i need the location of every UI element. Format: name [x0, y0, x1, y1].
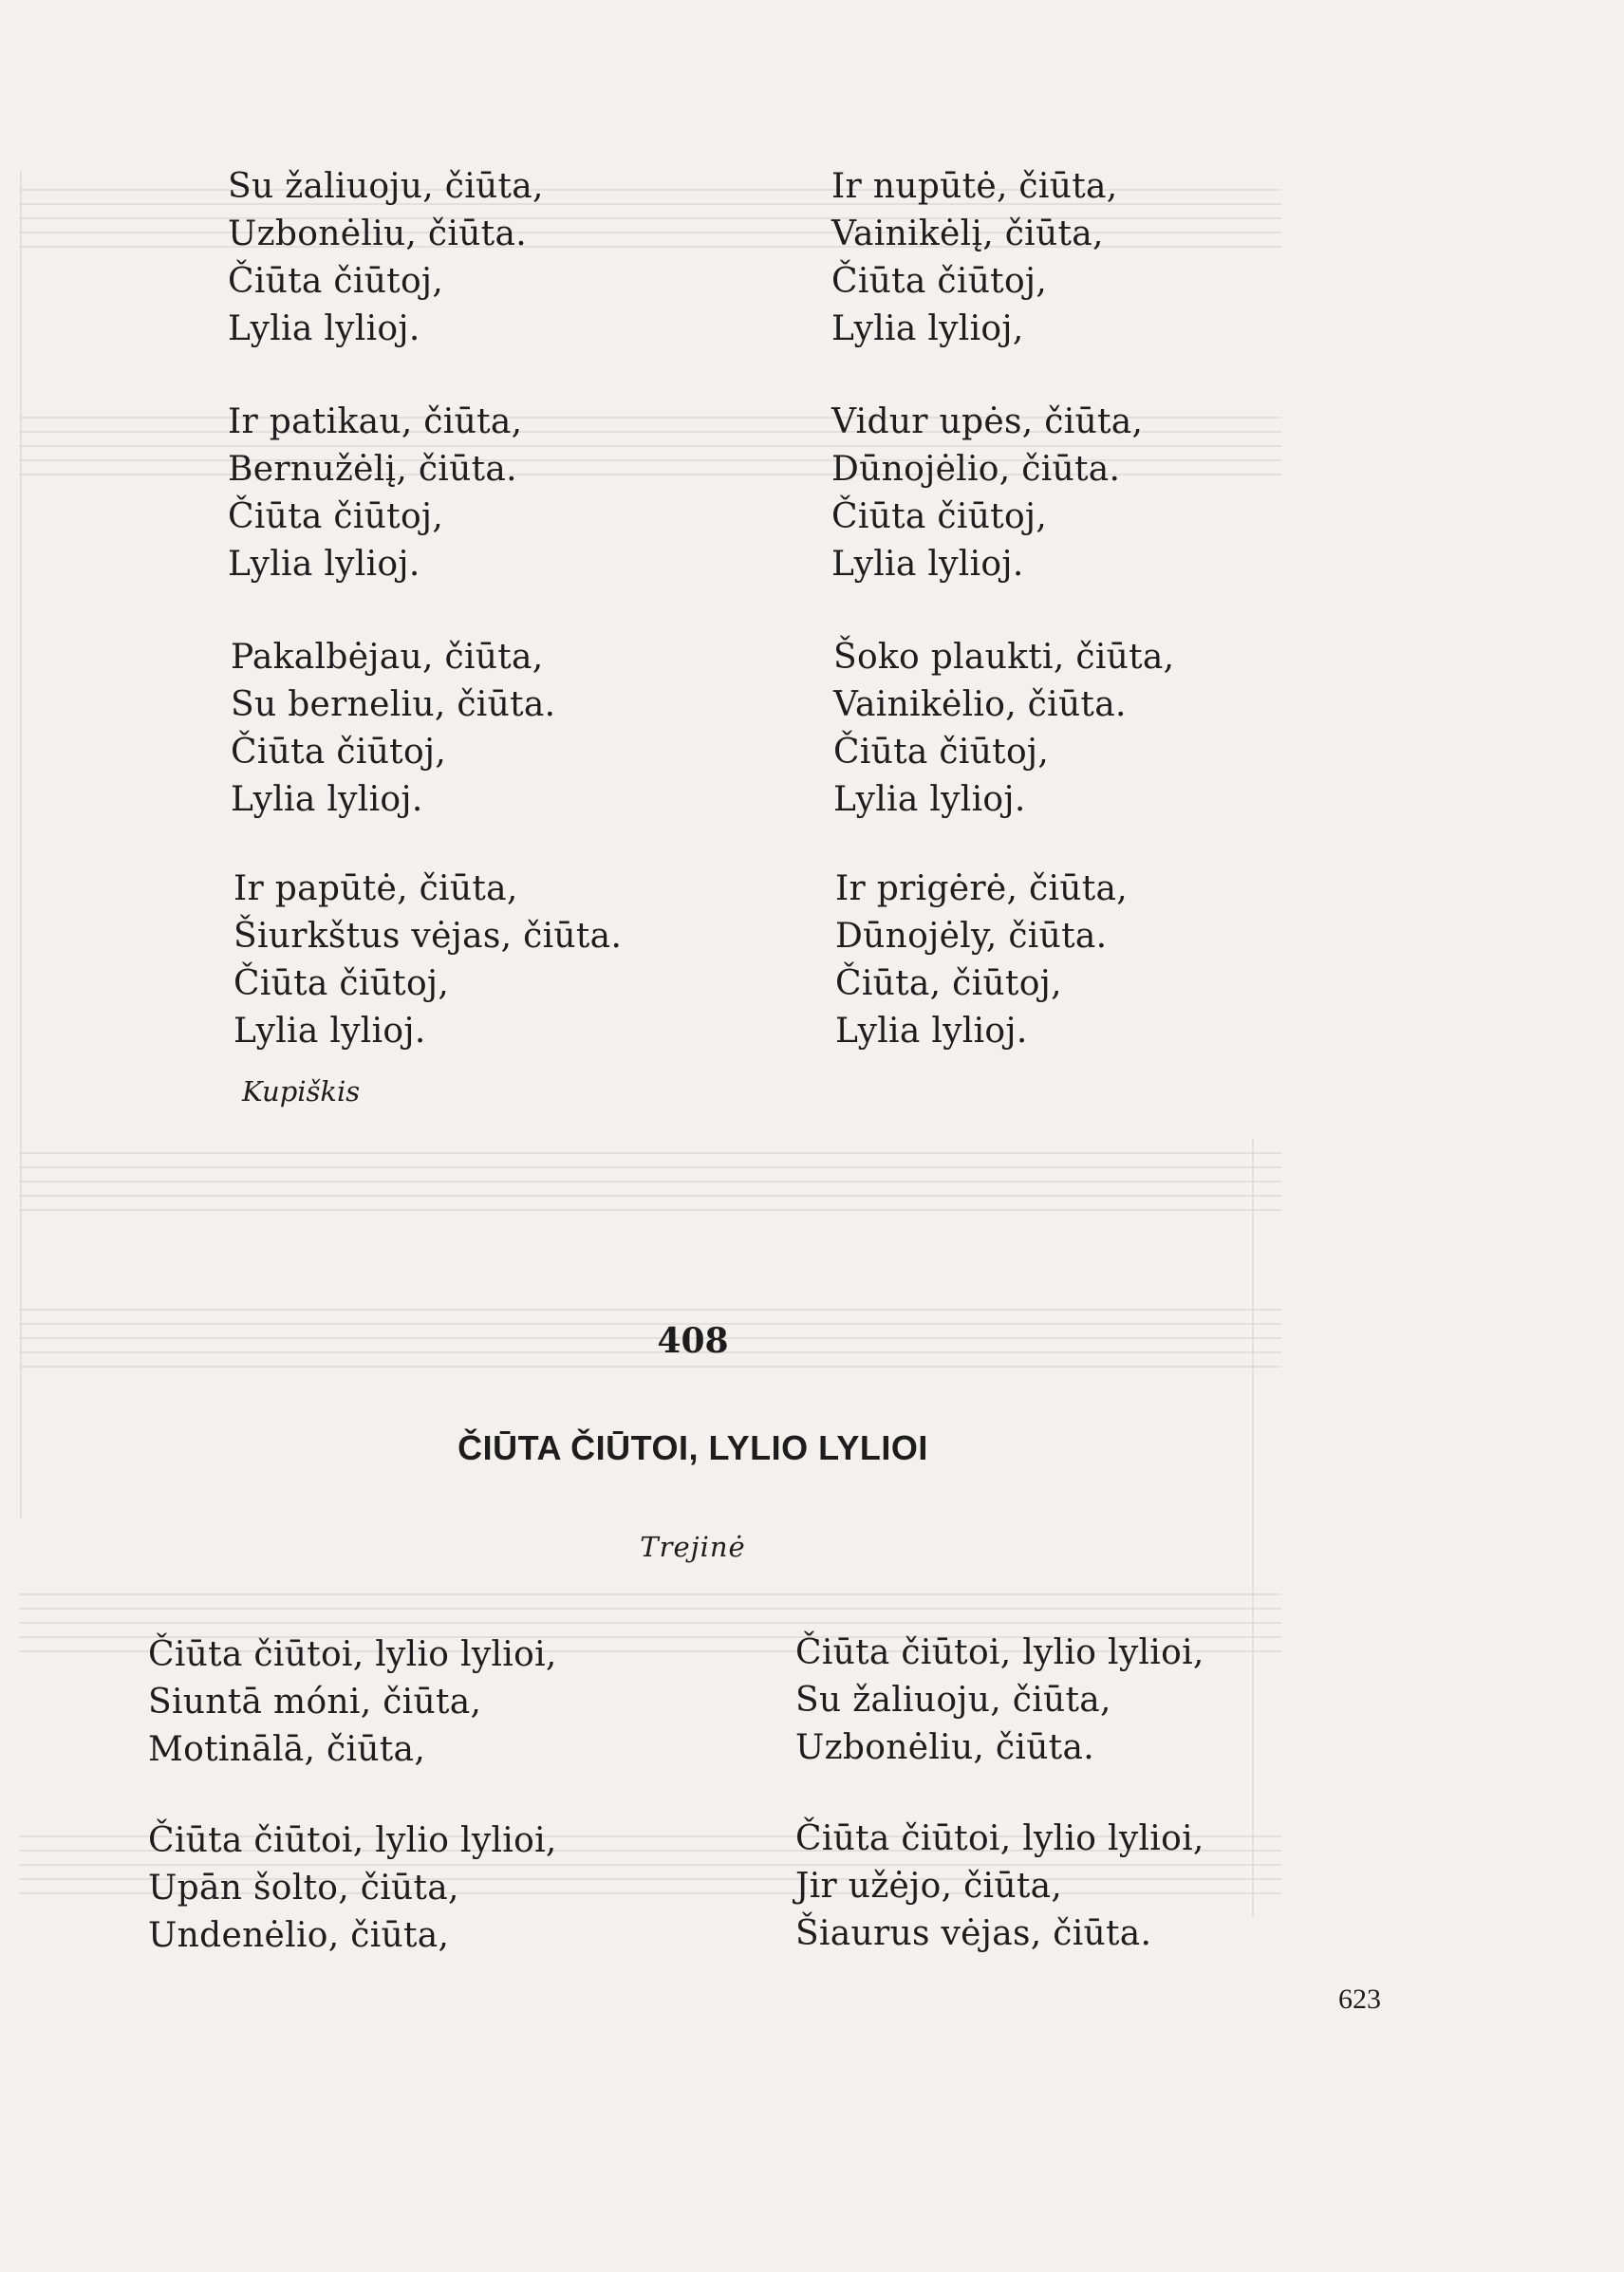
verse-line: Lylia lylioj. — [833, 780, 1026, 819]
verse-line: Jir užėjo, čiūta, — [795, 1867, 1063, 1906]
verse-line: Su berneliu, čiūta. — [231, 685, 556, 724]
verse-line: Čiūta čiūtoj, — [831, 262, 1048, 301]
song-number: 408 — [657, 1321, 729, 1361]
verse-line: Šiurkštus vėjas, čiūta. — [233, 917, 623, 956]
verse-line: Lylia lylioj. — [831, 545, 1024, 584]
verse-line: Dūnojėly, čiūta. — [835, 917, 1108, 956]
verse-line: Čiūta čiūtoj, — [833, 733, 1050, 772]
verse-line: Vainikėlio, čiūta. — [833, 685, 1127, 724]
verse-line: Siuntā móni, čiūta, — [148, 1683, 482, 1722]
verse-line: Ir patikau, čiūta, — [228, 402, 523, 441]
stanza — [148, 1631, 557, 1774]
verse-line: Vidur upės, čiūta, — [831, 402, 1144, 441]
verse-line: Ir nupūtė, čiūta, — [831, 167, 1118, 206]
place-name: Kupiškis — [242, 1075, 361, 1108]
verse-line: Čiūta čiūtoj, — [228, 497, 444, 536]
verse-line: Su žaliuoju, čiūta, — [795, 1681, 1111, 1720]
verse-line: Lylia lylioj. — [835, 1012, 1028, 1051]
verse-line: Su žaliuoju, čiūta, — [228, 167, 544, 206]
verse-line: Čiūta čiūtoi, lylio lylioi, — [795, 1633, 1204, 1672]
verse-line: Čiūta čiūtoi, lylio lylioi, — [795, 1819, 1204, 1858]
stanza — [148, 1817, 557, 1960]
stanza — [835, 866, 1128, 1055]
stanza — [831, 399, 1143, 588]
verse-line: Undenėlio, čiūta, — [148, 1916, 450, 1955]
verse-line: Motinālā, čiūta, — [148, 1730, 426, 1769]
song-title: ČIŪTA ČIŪTOI, LYLIO LYLIOI — [457, 1428, 928, 1467]
verse-line: Lylia lylioj, — [831, 309, 1024, 348]
verse-line: Čiūta čiūtoi, lylio lylioi, — [148, 1635, 557, 1674]
verse-line: Čiūta čiūtoi, lylio lylioi, — [148, 1821, 557, 1860]
verse-line: Čiūta čiūtoj, — [228, 262, 444, 301]
verse-line: Dūnojėlio, čiūta. — [831, 450, 1121, 489]
page-number: 623 — [1338, 1983, 1381, 2015]
verse-line: Šiaurus vėjas, čiūta. — [795, 1914, 1152, 1953]
bleed-staff-3 — [19, 1153, 1281, 1210]
stanza — [831, 163, 1117, 353]
verse-line: Uzbonėliu, čiūta. — [795, 1728, 1094, 1767]
verse-line: Ir prigėrė, čiūta, — [835, 869, 1129, 908]
verse-line: Lylia lylioj. — [228, 309, 420, 348]
verse-line: Lylia lylioj. — [228, 545, 420, 584]
verse-line: Čiūta, čiūtoj, — [835, 964, 1062, 1003]
verse-line: Čiūta čiūtoj, — [233, 964, 450, 1003]
stanza — [231, 634, 555, 824]
stanza — [233, 866, 622, 1055]
verse-line: Upān šolto, čiūta, — [148, 1869, 459, 1908]
verse-line: Ir papūtė, čiūta, — [233, 869, 518, 908]
stanza — [228, 163, 544, 353]
verse-line: Šoko plaukti, čiūta, — [833, 638, 1175, 677]
verse-line: Lylia lylioj. — [231, 780, 423, 819]
verse-line: Pakalbėjau, čiūta, — [231, 638, 544, 677]
verse-line: Čiūta čiūtoj, — [231, 733, 447, 772]
song-subtitle: Trejinė — [640, 1531, 746, 1563]
verse-line: Uzbonėliu, čiūta. — [228, 214, 527, 253]
stanza — [228, 399, 522, 588]
stanza — [795, 1816, 1204, 1958]
stanza — [833, 634, 1174, 824]
verse-line: Lylia lylioj. — [233, 1012, 426, 1051]
stanza — [795, 1630, 1204, 1772]
verse-line: Čiūta čiūtoj, — [831, 497, 1048, 536]
verse-line: Bernužėlį, čiūta. — [228, 450, 517, 489]
verse-line: Vainikėlį, čiūta, — [831, 214, 1104, 253]
